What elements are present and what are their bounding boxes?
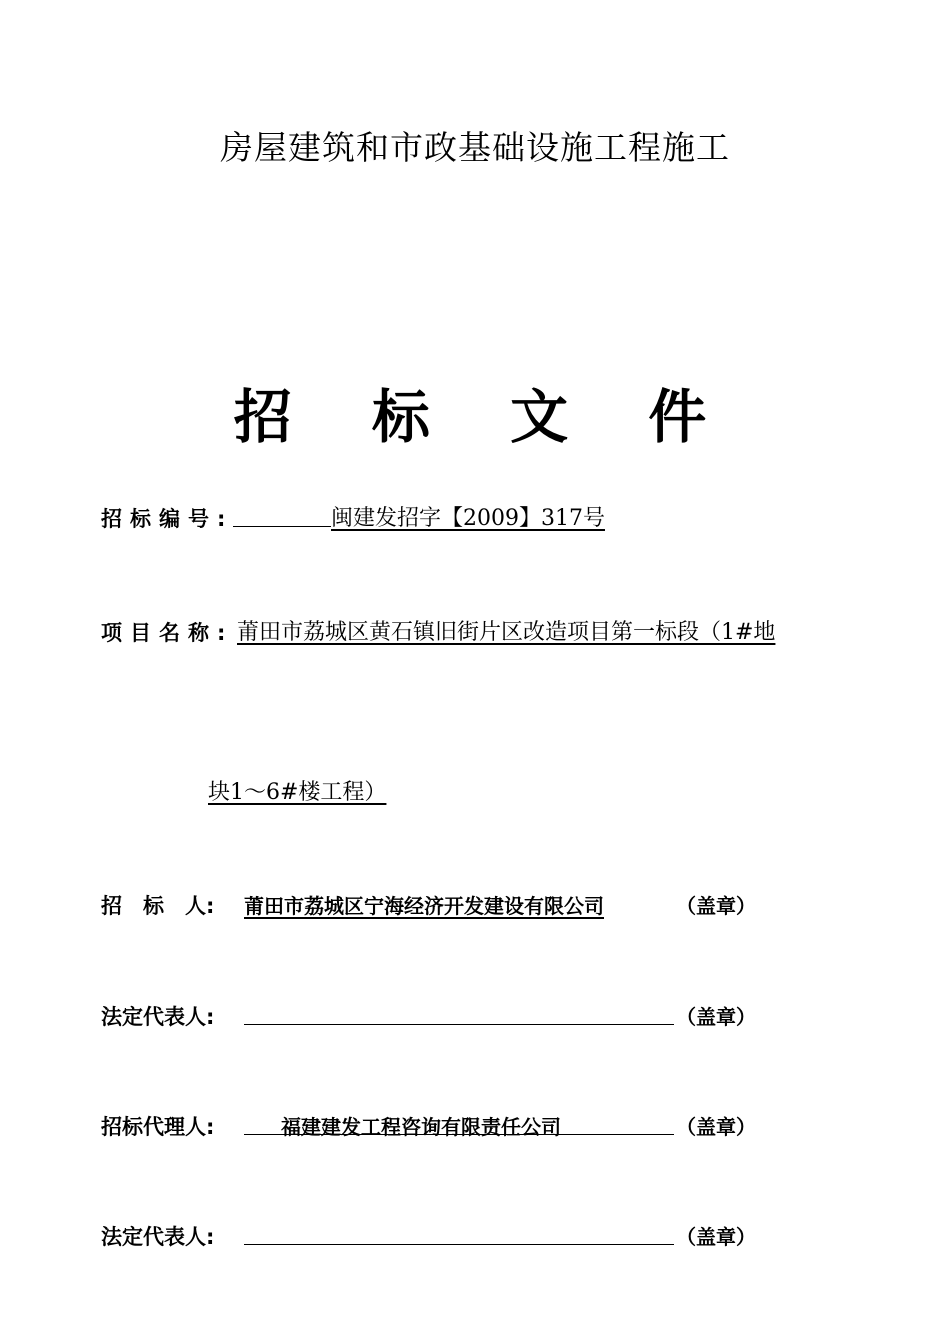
tenderer-seal: （盖章） [676,894,756,918]
legal-rep-2-underline [244,1244,674,1245]
legal-rep-1-label: 法定代表人: [101,1005,215,1029]
bid-number-label: 招标编号: [101,507,234,531]
agent-label: 招标代理人: [101,1115,215,1139]
project-name-value-line1: 莆田市荔城区黄石镇旧街片区改造项目第一标段（1#地 [237,620,776,645]
legal-rep-2-seal: （盖章） [676,1225,756,1249]
tenderer-label: 招 标 人: [101,894,215,918]
legal-rep-1-seal: （盖章） [676,1005,756,1029]
legal-rep-1-underline [244,1024,674,1025]
tenderer-value: 莆田市荔城区宁海经济开发建设有限公司 [244,894,604,918]
project-name-value-line2: 块1～6#楼工程） [208,780,387,805]
document-title: 招 标 文 件 [233,383,737,451]
agent-value: 福建建发工程咨询有限责任公司 [281,1115,561,1139]
bid-number-underline-lead [233,526,331,527]
project-name-label: 项目名称: [101,621,234,645]
document-subtitle: 房屋建筑和市政基础设施工程施工 [220,128,730,167]
agent-seal: （盖章） [676,1115,756,1139]
bid-number-value: 闽建发招字【2009】317号 [331,506,605,531]
legal-rep-2-label: 法定代表人: [101,1225,215,1249]
